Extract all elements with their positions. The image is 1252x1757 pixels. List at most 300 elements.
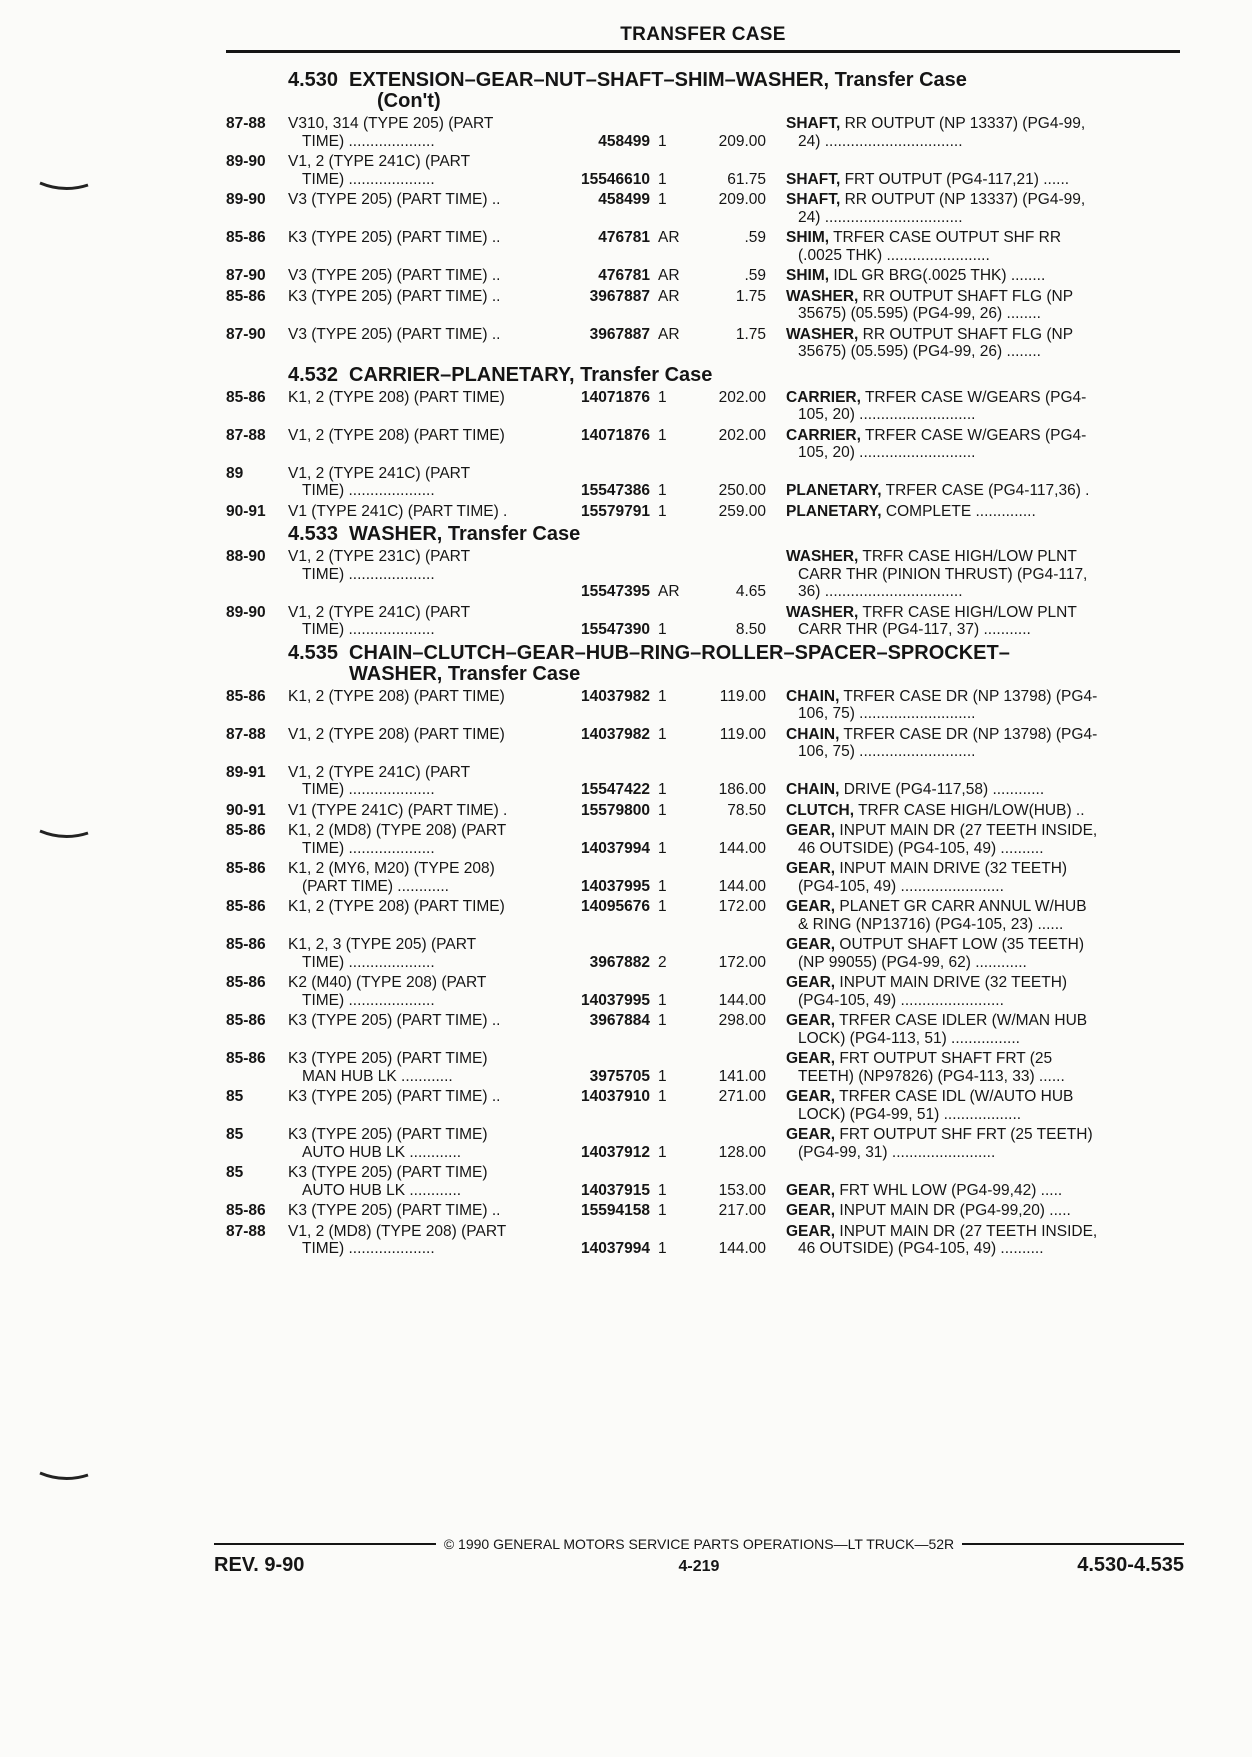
price: 144.00: [718, 877, 766, 895]
application-line: K3 (TYPE 205) (PART TIME) ..: [288, 1012, 501, 1029]
header-rule: [226, 50, 1180, 53]
quantity: AR: [658, 287, 680, 305]
quantity: 1: [658, 388, 667, 406]
model-years: 85-86: [226, 974, 266, 991]
section-number: 4.532: [288, 363, 339, 386]
section-number: 4.530: [288, 69, 339, 91]
part-description: [786, 726, 1180, 761]
quantity: AR: [658, 267, 680, 284]
part-description: [786, 781, 1180, 799]
part-row: [226, 1050, 1180, 1085]
binder-hole-mark: [38, 1468, 90, 1480]
price: 202.00: [718, 388, 766, 406]
model-years: 85-86: [226, 1202, 266, 1219]
description-line: [786, 688, 1180, 706]
model-years: 87-88: [226, 426, 266, 444]
price: 119.00: [719, 725, 766, 743]
part-name: GEAR,: [786, 1181, 836, 1199]
description-line: [786, 860, 1180, 878]
page-header: [226, 24, 1180, 53]
application-line: K1, 2 (TYPE 208) (PART TIME): [288, 388, 505, 406]
quantity: 1: [658, 839, 667, 857]
description-text: FRT WHL LOW (PG4-99,42) .....: [839, 1181, 1063, 1199]
description-text: RR OUTPUT (NP 13337) (PG4-99,: [844, 191, 1086, 208]
part-row: [226, 326, 1180, 361]
model-years: 85-86: [226, 860, 266, 877]
description-line: [786, 171, 1180, 189]
part-name: CHAIN,: [786, 687, 840, 705]
part-row: [226, 191, 1180, 226]
quantity: 1: [658, 1240, 667, 1257]
description-text: DRIVE (PG4-117,58) ............: [843, 781, 1045, 798]
description-line: LOCK) (PG4-113, 51) ................: [798, 1029, 1020, 1047]
application-line: TIME) ....................: [302, 1240, 435, 1257]
part-number: 458499: [598, 132, 650, 150]
part-description: [786, 936, 1180, 971]
part-description: [786, 171, 1180, 189]
description-text: COMPLETE ..............: [885, 502, 1036, 520]
part-description: [786, 229, 1180, 264]
description-line: CARR THR (PINION THRUST) (PG4-117,: [798, 565, 1088, 583]
model-years: 89-91: [226, 763, 266, 781]
price: 172.00: [718, 953, 766, 971]
application-line: K3 (TYPE 205) (PART TIME): [288, 1050, 488, 1067]
model-years: 88-90: [226, 548, 266, 565]
application-line: TIME) ....................: [302, 170, 435, 188]
part-row: [226, 427, 1180, 462]
part-name: PLANETARY,: [786, 482, 882, 499]
application-line: V1, 2 (TYPE 208) (PART TIME): [288, 725, 505, 743]
part-row: [226, 1012, 1180, 1047]
description-text: TRFR CASE HIGH/LOW(HUB) ..: [858, 801, 1085, 819]
application-line: V1 (TYPE 241C) (PART TIME) .: [288, 502, 508, 520]
model-years: 85-86: [226, 1012, 266, 1029]
part-row: [226, 726, 1180, 761]
application-line: TIME) ....................: [302, 953, 435, 971]
description-line: 46 OUTSIDE) (PG4-105, 49) ..........: [798, 839, 1044, 857]
description-line: LOCK) (PG4-99, 51) ..................: [798, 1105, 1022, 1123]
price: 209.00: [718, 132, 766, 150]
part-name: GEAR,: [786, 898, 836, 915]
part-description: [786, 427, 1180, 462]
application: [288, 726, 578, 744]
application-line: V3 (TYPE 205) (PART TIME) ..: [288, 191, 501, 208]
application: [288, 1164, 578, 1199]
part-number: 3967884: [589, 1012, 650, 1029]
part-description: [786, 389, 1180, 424]
model-years: 89: [226, 464, 244, 482]
description-text: FRT OUTPUT SHAFT FRT (25: [839, 1050, 1053, 1067]
part-name: GEAR,: [786, 974, 836, 991]
application: [288, 1126, 578, 1161]
application: [288, 604, 578, 639]
application-line: V1, 2 (TYPE 241C) (PART: [288, 464, 471, 482]
application: [288, 1223, 578, 1258]
part-name: GEAR,: [786, 1088, 836, 1105]
description-line: [786, 781, 1180, 799]
description-text: TRFR CASE HIGH/LOW PLNT: [862, 548, 1077, 565]
description-line: [786, 115, 1180, 133]
part-description: [786, 1202, 1180, 1220]
application: [288, 267, 578, 285]
part-number: 3975705: [589, 1067, 650, 1085]
quantity: 1: [658, 482, 667, 499]
application: [288, 974, 578, 1009]
description-line: [786, 898, 1180, 916]
application: [288, 898, 578, 916]
binder-hole-mark: [38, 826, 90, 838]
price: 78.50: [727, 801, 766, 819]
section-title: [349, 365, 1180, 386]
application: [288, 465, 578, 500]
part-description: [786, 503, 1180, 521]
part-description: [786, 898, 1180, 933]
application-line: V1, 2 (TYPE 231C) (PART: [288, 548, 471, 565]
application: [288, 191, 578, 209]
application-line: TIME) ....................: [302, 565, 435, 583]
part-name: SHAFT,: [786, 170, 841, 188]
part-row: [226, 688, 1180, 723]
description-text: TRFER CASE (PG4-117,36) .: [885, 482, 1090, 499]
model-years: 85-86: [226, 936, 266, 953]
quantity: 1: [658, 502, 667, 520]
part-row: [226, 802, 1180, 820]
model-years: 85-86: [226, 822, 266, 839]
application: [288, 326, 578, 344]
part-row: [226, 974, 1180, 1009]
part-number: 15594158: [581, 1202, 650, 1219]
part-number: 3967882: [589, 953, 650, 971]
section-title-line: (Con't): [377, 90, 441, 112]
footer-copyright-line: [214, 1536, 1184, 1552]
application-line: K1, 2 (MY6, M20) (TYPE 208): [288, 860, 495, 877]
part-name: GEAR,: [786, 822, 836, 839]
description-line: [786, 1050, 1180, 1068]
price: 250.00: [718, 482, 766, 499]
description-text: PLANET GR CARR ANNUL W/HUB: [839, 898, 1087, 915]
part-name: SHAFT,: [786, 191, 841, 208]
part-name: CARRIER,: [786, 426, 861, 444]
price: 144.00: [718, 839, 766, 857]
part-row: [226, 115, 1180, 150]
description-text: TRFER CASE W/GEARS (PG4-: [864, 388, 1087, 406]
section-heading: [226, 643, 1180, 685]
part-name: GEAR,: [786, 1012, 836, 1029]
part-number: 14037915: [581, 1181, 650, 1199]
part-name: SHIM,: [786, 267, 830, 284]
price: 128.00: [718, 1143, 766, 1161]
part-name: WASHER,: [786, 287, 859, 305]
application-line: (PART TIME) ............: [302, 877, 449, 895]
part-number: 3967887: [589, 325, 650, 343]
description-text: TRFER CASE IDLER (W/MAN HUB: [839, 1012, 1088, 1029]
application-line: K2 (M40) (TYPE 208) (PART: [288, 974, 487, 991]
part-name: CHAIN,: [786, 725, 840, 743]
binder-hole-mark: [38, 178, 90, 190]
part-description: [786, 288, 1180, 323]
part-row: [226, 822, 1180, 857]
part-number: 14037995: [581, 991, 650, 1009]
description-text: TRFER CASE W/GEARS (PG4-: [864, 426, 1087, 444]
part-number: 14037912: [581, 1143, 650, 1161]
model-years: 90-91: [226, 502, 266, 520]
part-row: [226, 1202, 1180, 1220]
part-description: [786, 326, 1180, 361]
part-name: WASHER,: [786, 548, 859, 565]
description-text: RR OUTPUT SHAFT FLG (NP: [862, 325, 1074, 343]
application-line: K1, 2 (TYPE 208) (PART TIME): [288, 898, 505, 915]
part-number: 14071876: [581, 426, 650, 444]
section-range: 4.530-4.535: [1077, 1554, 1184, 1576]
application: [288, 1202, 578, 1220]
application-line: K3 (TYPE 205) (PART TIME) ..: [288, 1088, 501, 1105]
part-description: [786, 1088, 1180, 1123]
description-line: TEETH) (NP97826) (PG4-113, 33) ......: [798, 1067, 1065, 1085]
description-text: FRT OUTPUT (PG4-117,21) ......: [844, 170, 1070, 188]
description-line: (PG4-105, 49) ........................: [798, 877, 1004, 895]
part-description: [786, 267, 1180, 285]
quantity: AR: [658, 229, 680, 246]
quantity: 1: [658, 1088, 667, 1105]
section-number: 4.535: [288, 641, 339, 664]
quantity: 1: [658, 132, 667, 150]
quantity: 1: [658, 898, 667, 915]
part-number: 14071876: [581, 388, 650, 406]
section-title-line: EXTENSION–GEAR–NUT–SHAFT–SHIM–WASHER, Transfer Case: [349, 69, 967, 91]
model-years: 87-88: [226, 115, 266, 132]
part-name: GEAR,: [786, 936, 836, 953]
description-line: 105, 20) ...........................: [798, 406, 976, 423]
application-line: TIME) ....................: [302, 132, 435, 150]
part-name: SHAFT,: [786, 115, 841, 132]
quantity: 1: [658, 725, 667, 743]
section-heading: [226, 524, 1180, 545]
application-line: V1, 2 (MD8) (TYPE 208) (PART: [288, 1222, 507, 1240]
description-line: 35675) (05.595) (PG4-99, 26) ........: [798, 305, 1041, 322]
application: [288, 688, 578, 706]
application-line: V1, 2 (TYPE 241C) (PART: [288, 763, 471, 781]
price: 217.00: [718, 1202, 766, 1219]
price: 271.00: [718, 1088, 766, 1105]
price: 141.00: [718, 1067, 766, 1085]
description-line: 105, 20) ...........................: [798, 444, 976, 461]
part-description: [786, 1223, 1180, 1258]
parts-listing: [226, 66, 1180, 1261]
description-line: 24) ................................: [798, 132, 963, 150]
description-line: [786, 726, 1180, 744]
description-line: [786, 604, 1180, 622]
application-line: V3 (TYPE 205) (PART TIME) ..: [288, 325, 501, 343]
application: [288, 860, 578, 895]
quantity: 1: [658, 1143, 667, 1161]
part-description: [786, 822, 1180, 857]
price: 144.00: [718, 991, 766, 1009]
footer-bottom: [214, 1554, 1184, 1580]
part-number: 14037994: [581, 839, 650, 857]
model-years: 85: [226, 1164, 244, 1181]
description-line: [786, 288, 1180, 306]
part-number: 14037994: [581, 1240, 650, 1257]
part-name: GEAR,: [786, 1202, 836, 1219]
model-years: 89-90: [226, 603, 266, 621]
price: 4.65: [735, 583, 766, 600]
part-number: 15546610: [581, 170, 650, 188]
application-line: V3 (TYPE 205) (PART TIME) ..: [288, 267, 501, 284]
application: [288, 764, 578, 799]
quantity: 1: [658, 191, 667, 208]
model-years: 85: [226, 1088, 244, 1105]
part-name: SHIM,: [786, 229, 830, 246]
price: 144.00: [718, 1240, 766, 1257]
application-line: K1, 2 (MD8) (TYPE 208) (PART: [288, 822, 507, 839]
description-line: 106, 75) ...........................: [798, 705, 976, 722]
quantity: 1: [658, 426, 667, 444]
application-line: K3 (TYPE 205) (PART TIME) ..: [288, 287, 501, 305]
description-line: (PG4-105, 49) ........................: [798, 991, 1004, 1009]
application: [288, 1012, 578, 1030]
section-title-line: CARRIER–PLANETARY, Transfer Case: [349, 363, 713, 386]
description-line: 106, 75) ...........................: [798, 743, 976, 760]
application-line: AUTO HUB LK ............: [302, 1143, 462, 1161]
description-text: TRFER CASE DR (NP 13798) (PG4-: [843, 687, 1098, 705]
description-line: & RING (NP13716) (PG4-105, 23) ......: [798, 915, 1064, 933]
part-description: [786, 482, 1180, 500]
part-row: [226, 153, 1180, 188]
part-number: 14037995: [581, 877, 650, 895]
description-line: (PG4-99, 31) ........................: [798, 1143, 996, 1161]
description-line: [786, 1088, 1180, 1106]
description-line: [786, 229, 1180, 247]
application-line: K3 (TYPE 205) (PART TIME): [288, 1126, 488, 1143]
part-row: [226, 229, 1180, 264]
model-years: 85: [226, 1126, 244, 1143]
application-line: V310, 314 (TYPE 205) (PART: [288, 115, 494, 132]
part-number: 476781: [598, 229, 650, 246]
quantity: 1: [658, 687, 667, 705]
price: .59: [744, 229, 766, 246]
application: [288, 822, 578, 857]
quantity: 1: [658, 781, 667, 798]
model-years: 85-86: [226, 687, 266, 705]
part-description: [786, 688, 1180, 723]
price: 8.50: [735, 621, 766, 638]
model-years: 85-86: [226, 1050, 266, 1067]
price: 209.00: [718, 191, 766, 208]
section-title: [349, 70, 1180, 112]
part-name: GEAR,: [786, 1222, 836, 1240]
part-description: [786, 115, 1180, 150]
part-row: [226, 267, 1180, 285]
part-number: 14037982: [581, 725, 650, 743]
description-line: [786, 191, 1180, 209]
model-years: 87-90: [226, 325, 266, 343]
description-line: [786, 427, 1180, 445]
part-description: [786, 974, 1180, 1009]
quantity: 1: [658, 1067, 667, 1085]
model-years: 90-91: [226, 801, 266, 819]
part-row: [226, 1126, 1180, 1161]
part-name: GEAR,: [786, 860, 836, 877]
description-text: TRFER CASE IDL (W/AUTO HUB: [839, 1088, 1074, 1105]
application: [288, 288, 578, 306]
page-footer: [214, 1536, 1184, 1580]
description-line: [786, 936, 1180, 954]
description-line: [786, 974, 1180, 992]
application-line: TIME) ....................: [302, 839, 435, 857]
part-row: [226, 465, 1180, 500]
part-number: 15547395: [581, 583, 650, 600]
description-line: [786, 1126, 1180, 1144]
part-description: [786, 860, 1180, 895]
application-line: AUTO HUB LK ............: [302, 1181, 462, 1199]
part-number: 14037910: [581, 1088, 650, 1105]
section-title-line: CHAIN–CLUTCH–GEAR–HUB–RING–ROLLER–SPACER–SPROCKET–: [349, 641, 1010, 664]
part-name: GEAR,: [786, 1126, 836, 1143]
application: [288, 503, 578, 521]
revision-label: REV. 9-90: [214, 1554, 305, 1576]
section-title-line: WASHER, Transfer Case: [349, 662, 581, 685]
part-number: 15547386: [581, 482, 650, 499]
price: 186.00: [718, 781, 766, 798]
quantity: 1: [658, 1181, 667, 1199]
price: 259.00: [718, 502, 766, 520]
price: 119.00: [719, 687, 766, 705]
part-row: [226, 860, 1180, 895]
model-years: 85-86: [226, 388, 266, 406]
part-number: 14037982: [581, 687, 650, 705]
quantity: 1: [658, 801, 667, 819]
footer-rule-left: [214, 1543, 436, 1545]
part-description: [786, 1126, 1180, 1161]
model-years: 87-88: [226, 725, 266, 743]
description-line: 36) ................................: [798, 583, 963, 600]
part-name: CARRIER,: [786, 388, 861, 406]
description-text: INPUT MAIN DR (27 TEETH INSIDE,: [839, 822, 1098, 839]
part-description: [786, 604, 1180, 639]
description-line: [786, 1182, 1180, 1200]
description-line: (NP 99055) (PG4-99, 62) ............: [798, 953, 1027, 971]
part-number: 458499: [598, 191, 650, 208]
part-row: [226, 389, 1180, 424]
application: [288, 802, 578, 820]
application-line: V1, 2 (TYPE 208) (PART TIME): [288, 426, 505, 444]
application-line: K3 (TYPE 205) (PART TIME) ..: [288, 229, 501, 246]
price: 172.00: [718, 898, 766, 915]
part-number: 476781: [598, 267, 650, 284]
model-years: 85-86: [226, 229, 266, 246]
part-row: [226, 288, 1180, 323]
price: 61.75: [727, 170, 766, 188]
part-number: 3967887: [589, 287, 650, 305]
part-row: [226, 503, 1180, 521]
application-line: TIME) ....................: [302, 991, 435, 1009]
model-years: 85-86: [226, 898, 266, 915]
quantity: AR: [658, 583, 680, 600]
description-text: TRFER CASE OUTPUT SHF RR: [833, 229, 1062, 246]
quantity: 2: [658, 953, 667, 971]
description-line: [786, 548, 1180, 566]
part-name: GEAR,: [786, 1050, 836, 1067]
part-row: [226, 936, 1180, 971]
description-line: 46 OUTSIDE) (PG4-105, 49) ..........: [798, 1240, 1044, 1257]
description-text: INPUT MAIN DR (PG4-99,20) .....: [839, 1202, 1071, 1219]
part-number: 14095676: [581, 898, 650, 915]
application: [288, 427, 578, 445]
description-text: OUTPUT SHAFT LOW (35 TEETH): [839, 936, 1084, 953]
section-title: [349, 643, 1180, 685]
part-description: [786, 802, 1180, 820]
description-line: [786, 802, 1180, 820]
